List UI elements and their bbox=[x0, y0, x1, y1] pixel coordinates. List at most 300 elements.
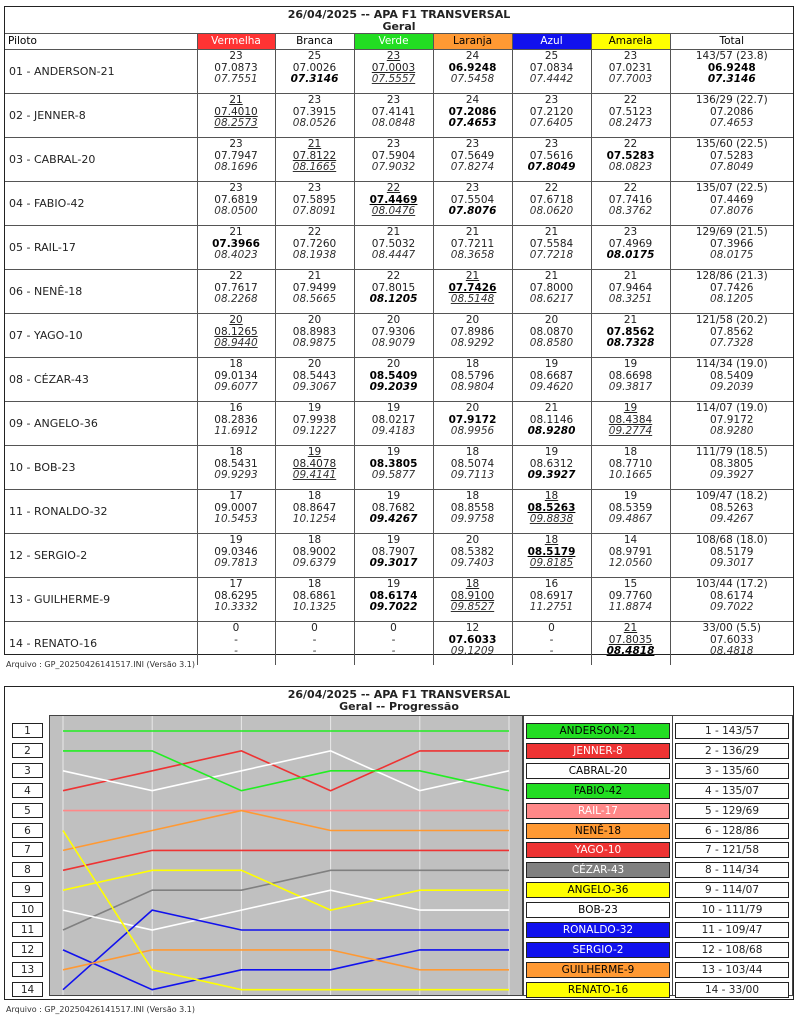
avg-lap-value: 08.1205 bbox=[710, 293, 754, 306]
avg-lap-value: 08.9079 bbox=[371, 337, 416, 350]
table-row bbox=[5, 578, 793, 622]
progression-subtitle: Geral -- Progressão bbox=[339, 700, 459, 713]
avg-lap-value: 08.9280 bbox=[527, 425, 576, 438]
laps-value: 114/07 (19.0) bbox=[695, 402, 768, 414]
laps-value: 23 bbox=[623, 50, 638, 62]
best-lap-value: 07.0834 bbox=[529, 61, 574, 74]
result-cell bbox=[591, 314, 670, 358]
best-lap-value: 07.0026 bbox=[292, 61, 337, 74]
result-cell bbox=[670, 270, 793, 314]
result-cell bbox=[512, 226, 591, 270]
best-lap-value: 08.5796 bbox=[450, 369, 495, 382]
result-cell bbox=[512, 534, 591, 578]
best-lap-value: 08.7907 bbox=[371, 545, 416, 558]
position-label: 8 bbox=[12, 862, 43, 877]
column-header: Amarela bbox=[591, 34, 670, 50]
laps-value: 135/07 (22.5) bbox=[695, 182, 768, 194]
best-lap-value: 08.4078 bbox=[292, 457, 337, 470]
laps-value: 23 bbox=[307, 94, 322, 106]
position-label: 9 bbox=[12, 882, 43, 897]
position-label: 3 bbox=[12, 763, 43, 778]
result-cell bbox=[197, 490, 275, 534]
best-lap-value: 07.7947 bbox=[214, 149, 258, 162]
result-cell bbox=[591, 534, 670, 578]
avg-lap-value: 09.6077 bbox=[214, 381, 258, 394]
laps-value: 128/86 (21.3) bbox=[695, 270, 768, 282]
avg-lap-value: 08.9440 bbox=[214, 337, 258, 350]
total-label: 4 - 135/07 bbox=[675, 783, 789, 799]
avg-lap-value: - bbox=[391, 645, 396, 658]
position-label: 10 bbox=[12, 902, 43, 917]
avg-lap-value: 09.3067 bbox=[292, 381, 337, 394]
position-label: 13 bbox=[12, 962, 43, 977]
column-header: Branca bbox=[275, 34, 354, 50]
laps-value: 18 bbox=[307, 578, 322, 590]
result-cell bbox=[197, 402, 275, 446]
laps-value: 18 bbox=[544, 490, 559, 502]
laps-value: 19 bbox=[307, 402, 322, 414]
avg-lap-value: 09.9758 bbox=[450, 513, 495, 526]
avg-lap-value: 08.3658 bbox=[450, 249, 495, 262]
laps-value: 21 bbox=[623, 622, 638, 634]
table-row bbox=[5, 314, 793, 358]
result-cell bbox=[433, 138, 512, 182]
result-cell bbox=[512, 402, 591, 446]
column-header: Total bbox=[670, 34, 793, 50]
best-lap-value: 09.0007 bbox=[214, 501, 258, 514]
column-header: Piloto bbox=[5, 34, 197, 50]
result-cell bbox=[670, 182, 793, 226]
result-cell bbox=[354, 138, 433, 182]
best-lap-value: 07.3966 bbox=[710, 237, 754, 250]
best-lap-value: 08.1265 bbox=[214, 325, 258, 338]
laps-value: 25 bbox=[544, 50, 559, 62]
result-cell bbox=[433, 270, 512, 314]
table-row bbox=[5, 490, 793, 534]
result-cell bbox=[591, 358, 670, 402]
pilot-name: 01 - ANDERSON-21 bbox=[5, 50, 197, 94]
best-lap-value: 08.1146 bbox=[529, 413, 574, 426]
laps-value: 21 bbox=[307, 138, 322, 150]
avg-lap-value: 08.9292 bbox=[450, 337, 495, 350]
laps-value: 19 bbox=[623, 402, 638, 414]
best-lap-value: 08.6917 bbox=[529, 589, 574, 602]
result-cell bbox=[670, 622, 793, 666]
laps-value: 21 bbox=[623, 270, 638, 282]
laps-value: 20 bbox=[465, 534, 480, 546]
position-label: 7 bbox=[12, 842, 43, 857]
result-cell bbox=[275, 50, 354, 94]
avg-lap-value: 08.5665 bbox=[292, 293, 337, 306]
result-cell bbox=[354, 490, 433, 534]
avg-lap-value: 07.4442 bbox=[529, 73, 574, 86]
results-table bbox=[5, 33, 793, 665]
pilot-name-label: JENNER-8 bbox=[526, 743, 670, 759]
result-cell bbox=[670, 446, 793, 490]
pilot-name-label: RONALDO-32 bbox=[526, 922, 670, 938]
avg-lap-value: 07.8049 bbox=[527, 161, 576, 174]
result-cell bbox=[433, 50, 512, 94]
avg-lap-value: 08.1205 bbox=[369, 293, 418, 306]
best-lap-value: 08.5074 bbox=[450, 457, 495, 470]
position-label: 11 bbox=[12, 922, 43, 937]
avg-lap-value: - bbox=[234, 645, 238, 658]
avg-lap-value: 07.3146 bbox=[290, 73, 339, 86]
avg-lap-value: 07.8076 bbox=[448, 205, 497, 218]
pilot-name: 14 - RENATO-16 bbox=[5, 622, 197, 666]
avg-lap-value: 10.3332 bbox=[214, 601, 258, 614]
avg-lap-value: - bbox=[549, 645, 554, 658]
avg-lap-value: 09.8527 bbox=[450, 601, 495, 614]
best-lap-value: 08.9791 bbox=[608, 545, 653, 558]
total-label: 5 - 129/69 bbox=[675, 803, 789, 819]
results-header bbox=[5, 7, 793, 33]
best-lap-value: 08.5359 bbox=[608, 501, 653, 514]
best-lap-value: 08.8983 bbox=[292, 325, 337, 338]
laps-value: 103/44 (17.2) bbox=[695, 578, 768, 590]
result-cell bbox=[354, 270, 433, 314]
avg-lap-value: 09.7813 bbox=[214, 557, 258, 570]
best-lap-value: 07.8015 bbox=[371, 281, 416, 294]
position-label: 2 bbox=[12, 743, 43, 758]
total-label: 3 - 135/60 bbox=[675, 763, 789, 779]
laps-value: 33/00 (5.5) bbox=[702, 622, 761, 634]
laps-value: 23 bbox=[623, 226, 638, 238]
best-lap-value: - bbox=[391, 633, 396, 646]
laps-value: 19 bbox=[229, 534, 243, 546]
pilot-name: 09 - ANGELO-36 bbox=[5, 402, 197, 446]
result-cell bbox=[275, 270, 354, 314]
avg-lap-value: 07.7328 bbox=[710, 337, 754, 350]
best-lap-value: 07.6718 bbox=[529, 193, 574, 206]
result-cell bbox=[670, 358, 793, 402]
laps-value: 22 bbox=[386, 270, 401, 282]
result-cell bbox=[433, 314, 512, 358]
avg-lap-value: 08.3251 bbox=[608, 293, 653, 306]
laps-value: 12 bbox=[465, 622, 480, 634]
avg-lap-value: 11.8874 bbox=[608, 601, 653, 614]
laps-value: 21 bbox=[229, 226, 243, 238]
table-row bbox=[5, 446, 793, 490]
result-cell bbox=[433, 358, 512, 402]
best-lap-value: 07.6033 bbox=[710, 633, 754, 646]
result-cell bbox=[354, 622, 433, 666]
result-cell bbox=[275, 534, 354, 578]
series-line bbox=[63, 890, 509, 930]
result-cell bbox=[197, 314, 275, 358]
result-cell bbox=[591, 622, 670, 666]
laps-value: 18 bbox=[307, 490, 322, 502]
result-cell bbox=[591, 226, 670, 270]
laps-value: 114/34 (19.0) bbox=[695, 358, 768, 370]
total-label: 10 - 111/79 bbox=[675, 902, 789, 918]
best-lap-value: 07.3915 bbox=[292, 105, 337, 118]
laps-value: 21 bbox=[544, 226, 559, 238]
best-lap-value: 08.5382 bbox=[450, 545, 495, 558]
result-cell bbox=[433, 182, 512, 226]
laps-value: 19 bbox=[623, 358, 638, 370]
avg-lap-value: 09.6379 bbox=[292, 557, 337, 570]
pilot-name-label: CÉZAR-43 bbox=[526, 862, 670, 878]
result-cell bbox=[512, 358, 591, 402]
laps-value: 24 bbox=[465, 50, 480, 62]
laps-value: 19 bbox=[386, 534, 401, 546]
result-cell bbox=[591, 578, 670, 622]
best-lap-value: 08.3805 bbox=[369, 457, 418, 470]
avg-lap-value: 08.0500 bbox=[214, 205, 258, 218]
avg-lap-value: 08.6217 bbox=[529, 293, 574, 306]
series-line bbox=[63, 950, 509, 970]
avg-lap-value: 09.3017 bbox=[369, 557, 418, 570]
laps-value: 18 bbox=[465, 490, 480, 502]
best-lap-value: 07.9464 bbox=[608, 281, 653, 294]
avg-lap-value: 07.4653 bbox=[710, 117, 754, 130]
pilot-name-label: FABIO-42 bbox=[526, 783, 670, 799]
laps-value: 20 bbox=[307, 314, 322, 326]
avg-lap-value: 08.7328 bbox=[606, 337, 655, 350]
best-lap-value: 07.4141 bbox=[371, 105, 416, 118]
avg-lap-value: 10.1325 bbox=[292, 601, 337, 614]
avg-lap-value: 08.8580 bbox=[529, 337, 574, 350]
result-cell bbox=[275, 226, 354, 270]
result-cell bbox=[354, 358, 433, 402]
laps-value: 23 bbox=[544, 94, 559, 106]
total-label: 8 - 114/34 bbox=[675, 862, 789, 878]
result-cell bbox=[275, 314, 354, 358]
best-lap-value: 09.0134 bbox=[214, 369, 258, 382]
best-lap-value: 07.2086 bbox=[710, 105, 754, 118]
avg-lap-value: 09.7022 bbox=[369, 601, 418, 614]
result-cell bbox=[354, 182, 433, 226]
best-lap-value: 07.7416 bbox=[608, 193, 653, 206]
table-row bbox=[5, 402, 793, 446]
series-line bbox=[63, 850, 509, 870]
progression-chart-svg bbox=[50, 716, 522, 995]
position-label: 14 bbox=[12, 982, 43, 997]
laps-value: 21 bbox=[229, 94, 243, 106]
results-panel bbox=[4, 6, 794, 658]
avg-lap-value: 09.9293 bbox=[214, 469, 258, 482]
pilot-name-label: ANDERSON-21 bbox=[526, 723, 670, 739]
series-line bbox=[63, 870, 509, 910]
pilot-name: 06 - NENÊ-18 bbox=[5, 270, 197, 314]
progression-panel bbox=[4, 686, 794, 1000]
laps-value: 18 bbox=[307, 534, 322, 546]
laps-value: 129/69 (21.5) bbox=[695, 226, 768, 238]
best-lap-value: 07.5283 bbox=[710, 149, 754, 162]
pilot-name: 13 - GUILHERME-9 bbox=[5, 578, 197, 622]
table-row bbox=[5, 182, 793, 226]
pilot-name-label: CABRAL-20 bbox=[526, 763, 670, 779]
best-lap-value: 08.0870 bbox=[529, 325, 574, 338]
avg-lap-value: 09.1227 bbox=[292, 425, 337, 438]
best-lap-value: 07.8562 bbox=[606, 325, 655, 338]
avg-lap-value: 08.0175 bbox=[606, 249, 655, 262]
best-lap-value: 08.5263 bbox=[710, 501, 754, 514]
laps-value: 20 bbox=[465, 402, 480, 414]
laps-value: 18 bbox=[229, 446, 243, 458]
avg-lap-value: 09.4141 bbox=[292, 469, 337, 482]
result-cell bbox=[433, 226, 512, 270]
best-lap-value: 08.6861 bbox=[292, 589, 337, 602]
total-label: 14 - 33/00 bbox=[675, 982, 789, 998]
laps-value: 19 bbox=[386, 490, 401, 502]
laps-value: 20 bbox=[307, 358, 322, 370]
avg-lap-value: 09.8185 bbox=[529, 557, 574, 570]
pilot-name: 07 - YAGO-10 bbox=[5, 314, 197, 358]
result-cell bbox=[354, 50, 433, 94]
avg-lap-value: 08.0175 bbox=[710, 249, 754, 262]
laps-value: 21 bbox=[307, 270, 322, 282]
best-lap-value: 07.2120 bbox=[529, 105, 574, 118]
avg-lap-value: 10.1254 bbox=[292, 513, 337, 526]
best-lap-value: 08.5409 bbox=[369, 369, 418, 382]
laps-value: 21 bbox=[544, 402, 559, 414]
best-lap-value: 08.8647 bbox=[292, 501, 337, 514]
best-lap-value: 07.7426 bbox=[448, 281, 497, 294]
result-cell bbox=[197, 578, 275, 622]
avg-lap-value: 09.7403 bbox=[450, 557, 495, 570]
result-cell bbox=[275, 94, 354, 138]
pilot-name: 12 - SERGIO-2 bbox=[5, 534, 197, 578]
avg-lap-value: 09.7113 bbox=[450, 469, 495, 482]
laps-value: 17 bbox=[229, 578, 243, 590]
result-cell bbox=[591, 94, 670, 138]
progression-chart bbox=[49, 715, 523, 996]
avg-lap-value: - bbox=[312, 645, 317, 658]
pilot-name-label: SERGIO-2 bbox=[526, 942, 670, 958]
pilot-name-label: ANGELO-36 bbox=[526, 882, 670, 898]
avg-lap-value: 08.0620 bbox=[529, 205, 574, 218]
laps-value: 0 bbox=[311, 622, 318, 634]
laps-value: 19 bbox=[307, 446, 322, 458]
best-lap-value: 07.7260 bbox=[292, 237, 337, 250]
laps-value: 17 bbox=[229, 490, 243, 502]
best-lap-value: 07.8562 bbox=[710, 325, 754, 338]
avg-lap-value: 09.3927 bbox=[710, 469, 754, 482]
table-row bbox=[5, 622, 793, 666]
result-cell bbox=[433, 534, 512, 578]
best-lap-value: - bbox=[234, 633, 238, 646]
table-row bbox=[5, 270, 793, 314]
best-lap-value: 07.9938 bbox=[292, 413, 337, 426]
result-cell bbox=[433, 490, 512, 534]
file-info: Arquivo : GP_20250426141517.INI (Versão 3.1) bbox=[6, 660, 196, 669]
table-row bbox=[5, 138, 793, 182]
avg-lap-value: 08.4023 bbox=[214, 249, 258, 262]
avg-lap-value: 07.5557 bbox=[371, 73, 416, 86]
avg-lap-value: 07.3146 bbox=[707, 73, 756, 86]
result-cell bbox=[197, 270, 275, 314]
best-lap-value: 07.9172 bbox=[448, 413, 497, 426]
best-lap-value: 08.5179 bbox=[527, 545, 576, 558]
laps-value: 16 bbox=[544, 578, 559, 590]
column-header: Verde bbox=[354, 34, 433, 50]
avg-lap-value: 09.3817 bbox=[608, 381, 653, 394]
best-lap-value: 07.6033 bbox=[448, 633, 497, 646]
laps-value: 23 bbox=[465, 138, 480, 150]
total-label: 11 - 109/47 bbox=[675, 922, 789, 938]
avg-lap-value: 07.4653 bbox=[448, 117, 497, 130]
pilot-name: 05 - RAIL-17 bbox=[5, 226, 197, 270]
best-lap-value: 08.7682 bbox=[371, 501, 416, 514]
best-lap-value: 07.5504 bbox=[450, 193, 495, 206]
best-lap-value: - bbox=[312, 633, 317, 646]
best-lap-value: 08.6687 bbox=[529, 369, 574, 382]
best-lap-value: 08.6312 bbox=[529, 457, 574, 470]
laps-value: 20 bbox=[386, 358, 401, 370]
laps-value: 108/68 (18.0) bbox=[695, 534, 768, 546]
laps-value: 143/57 (23.8) bbox=[695, 50, 768, 62]
best-lap-value: 08.5409 bbox=[710, 369, 754, 382]
avg-lap-value: 09.4267 bbox=[369, 513, 418, 526]
laps-value: 0 bbox=[390, 622, 397, 634]
avg-lap-value: 09.4867 bbox=[608, 513, 653, 526]
avg-lap-value: 07.7551 bbox=[214, 73, 258, 86]
result-cell bbox=[512, 182, 591, 226]
best-lap-value: 08.5263 bbox=[527, 501, 576, 514]
result-cell bbox=[275, 490, 354, 534]
laps-value: 24 bbox=[465, 94, 480, 106]
result-cell bbox=[275, 358, 354, 402]
result-cell bbox=[275, 402, 354, 446]
laps-value: 21 bbox=[465, 270, 480, 282]
laps-value: 18 bbox=[465, 358, 480, 370]
best-lap-value: 07.2086 bbox=[448, 105, 497, 118]
avg-lap-value: 07.8091 bbox=[292, 205, 337, 218]
series-line bbox=[63, 811, 509, 851]
result-cell bbox=[512, 138, 591, 182]
result-cell bbox=[670, 138, 793, 182]
table-row bbox=[5, 226, 793, 270]
total-label: 7 - 121/58 bbox=[675, 842, 789, 858]
result-cell bbox=[670, 402, 793, 446]
laps-value: 22 bbox=[623, 94, 638, 106]
total-label: 12 - 108/68 bbox=[675, 942, 789, 958]
avg-lap-value: 07.8274 bbox=[450, 161, 495, 174]
laps-value: 22 bbox=[623, 182, 638, 194]
pilot-name-label: BOB-23 bbox=[526, 902, 670, 918]
laps-value: 23 bbox=[229, 50, 243, 62]
result-cell bbox=[591, 446, 670, 490]
result-cell bbox=[354, 226, 433, 270]
avg-lap-value: 08.4818 bbox=[710, 645, 754, 658]
laps-value: 19 bbox=[623, 490, 638, 502]
result-cell bbox=[670, 578, 793, 622]
result-cell bbox=[354, 446, 433, 490]
best-lap-value: - bbox=[549, 633, 554, 646]
best-lap-value: 07.0873 bbox=[214, 61, 258, 74]
laps-value: 23 bbox=[544, 138, 559, 150]
total-label: 9 - 114/07 bbox=[675, 882, 789, 898]
best-lap-value: 08.2836 bbox=[214, 413, 258, 426]
best-lap-value: 07.0003 bbox=[371, 61, 416, 74]
result-cell bbox=[433, 578, 512, 622]
best-lap-value: 07.4469 bbox=[710, 193, 754, 206]
laps-value: 23 bbox=[465, 182, 480, 194]
result-cell bbox=[433, 402, 512, 446]
best-lap-value: 07.5283 bbox=[606, 149, 655, 162]
laps-value: 18 bbox=[465, 446, 480, 458]
laps-value: 18 bbox=[544, 534, 559, 546]
avg-lap-value: 11.6912 bbox=[214, 425, 258, 438]
best-lap-value: 08.8558 bbox=[450, 501, 495, 514]
laps-value: 14 bbox=[623, 534, 638, 546]
result-cell bbox=[275, 446, 354, 490]
result-cell bbox=[354, 314, 433, 358]
avg-lap-value: 08.0526 bbox=[292, 117, 337, 130]
avg-lap-value: 08.4447 bbox=[371, 249, 416, 262]
